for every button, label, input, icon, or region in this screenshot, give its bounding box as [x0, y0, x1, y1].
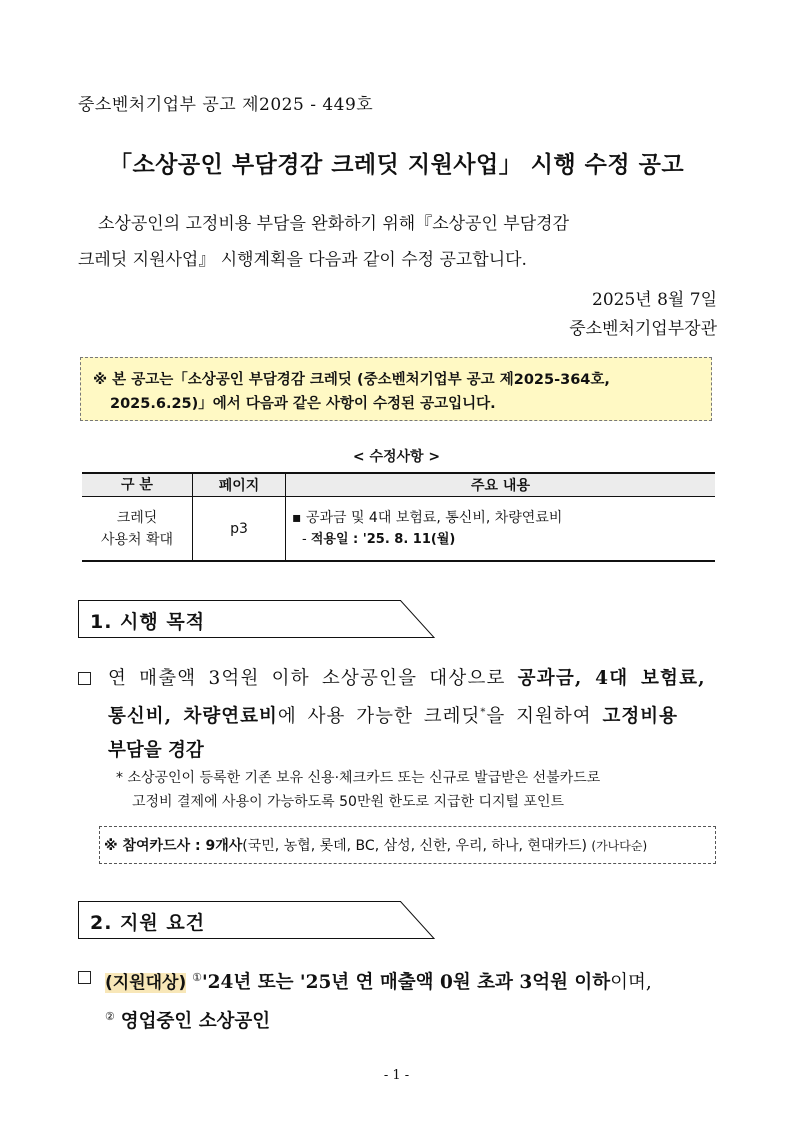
section-1-line-3 [108, 734, 720, 768]
purpose-bold-c: 고정비용 [602, 706, 678, 728]
intro-line-2: 크레딧 지원사업』 시행계획을 다음과 같이 수정 공고합니다. [78, 250, 527, 270]
notice-date: 2025년 8월 7일 [592, 290, 717, 310]
cell-division [82, 497, 193, 562]
card-list: (국민, 농협, 롯데, BC, 삼성, 신한, 우리, 하나, 현대카드) [242, 838, 587, 854]
section-1-tab-corner [400, 600, 436, 638]
notice-number: 중소벤처기업부 공고 제2025 - 449호 [78, 95, 374, 115]
content-line: ▪ 공과금 및 4대 보험료, 통신비, 차량연료비 [292, 509, 563, 526]
footnote-line-1: * 소상공인이 등록한 기존 보유 신용·체크카드 또는 신규로 발급받은 선불카드로 [116, 770, 601, 786]
effective-date-line [292, 529, 715, 551]
card-order-note: (가나다순) [591, 839, 648, 853]
circled-number-2: ② [105, 1010, 115, 1024]
issuer-name: 중소벤처기업부장관 [569, 319, 717, 339]
purpose-bold-b: 통신비, 차량연료비 [108, 706, 278, 728]
revision-table-header-row [82, 473, 715, 497]
section-2-header [78, 901, 438, 939]
header-page: 페이지 [193, 473, 286, 497]
header-division: 구 분 [82, 473, 193, 497]
footnote-line-2: 고정비 결제에 사용이 가능하도록 50만원 한도로 지급한 디지털 포인트 [132, 794, 565, 810]
document-title: 「소상공인 부담경감 크레딧 지원사업」 시행 수정 공고 [108, 152, 685, 178]
section-1-line-1 [108, 662, 720, 696]
section-2-tab-corner [400, 901, 436, 939]
division-line-1: 크레딧 [116, 509, 158, 526]
support-condition-suffix: 이며, [610, 972, 652, 994]
intro-paragraph [78, 206, 718, 278]
section-1-header [78, 600, 438, 638]
effective-prefix: - [302, 531, 311, 547]
cell-content [286, 497, 716, 562]
credit-footnote [116, 766, 726, 814]
checkbox-icon [78, 672, 91, 685]
revision-table [82, 472, 715, 562]
header-content: 주요 내용 [286, 473, 716, 497]
support-target-tag: (지원대상) [105, 973, 187, 994]
table-row [82, 497, 715, 562]
section-1-title: 1. 시행 목적 [90, 611, 206, 633]
page-number: - 1 - [383, 1068, 410, 1083]
card-label: ※ 참여카드사 : 9개사 [104, 838, 243, 854]
support-condition-b: 영업중인 소상공인 [120, 1011, 271, 1033]
checkbox-icon [78, 971, 91, 984]
purpose-bold-a: 공과금, 4대 보험료, [517, 668, 706, 689]
section-2-title: 2. 지원 요건 [90, 912, 206, 934]
section-1-line-2 [108, 696, 720, 734]
division-line-2: 사용처 확대 [100, 531, 174, 548]
support-condition-a: '24년 또는 '25년 연 매출액 0원 초과 3억원 이하 [202, 972, 611, 994]
participating-cards-box [99, 826, 716, 864]
purpose-text-b: 에 사용 가능한 크레딧 [277, 706, 481, 728]
purpose-bold-d: 부담을 경감 [108, 740, 204, 762]
cell-page: p3 [193, 497, 286, 562]
revision-notice-box [80, 357, 712, 421]
section-2-paragraph [105, 961, 725, 1039]
footnote-marker: * [480, 707, 487, 718]
section-2-line-1 [105, 961, 725, 1000]
circled-number-1: ① [192, 971, 202, 984]
purpose-text-a: 연 매출액 3억원 이하 소상공인을 대상으로 [108, 668, 518, 689]
revision-notice-line-1: ※ 본 공고는「소상공인 부담경감 크레딧 (중소벤처기업부 공고 제2025-364호, [93, 372, 610, 388]
section-2-line-2 [105, 1000, 725, 1039]
effective-date: 적용일 : '25. 8. 11(월) [310, 531, 456, 547]
intro-line-1: 소상공인의 고정비용 부담을 완화하기 위해『소상공인 부담경감 [98, 214, 569, 234]
revision-notice-line-2: 2025.6.25)」에서 다음과 같은 사항이 수정된 공고입니다. [110, 396, 496, 412]
section-1-paragraph [108, 662, 720, 768]
purpose-text-c: 을 지원하여 [486, 706, 603, 728]
revision-table-caption: < 수정사항 > [352, 449, 441, 465]
